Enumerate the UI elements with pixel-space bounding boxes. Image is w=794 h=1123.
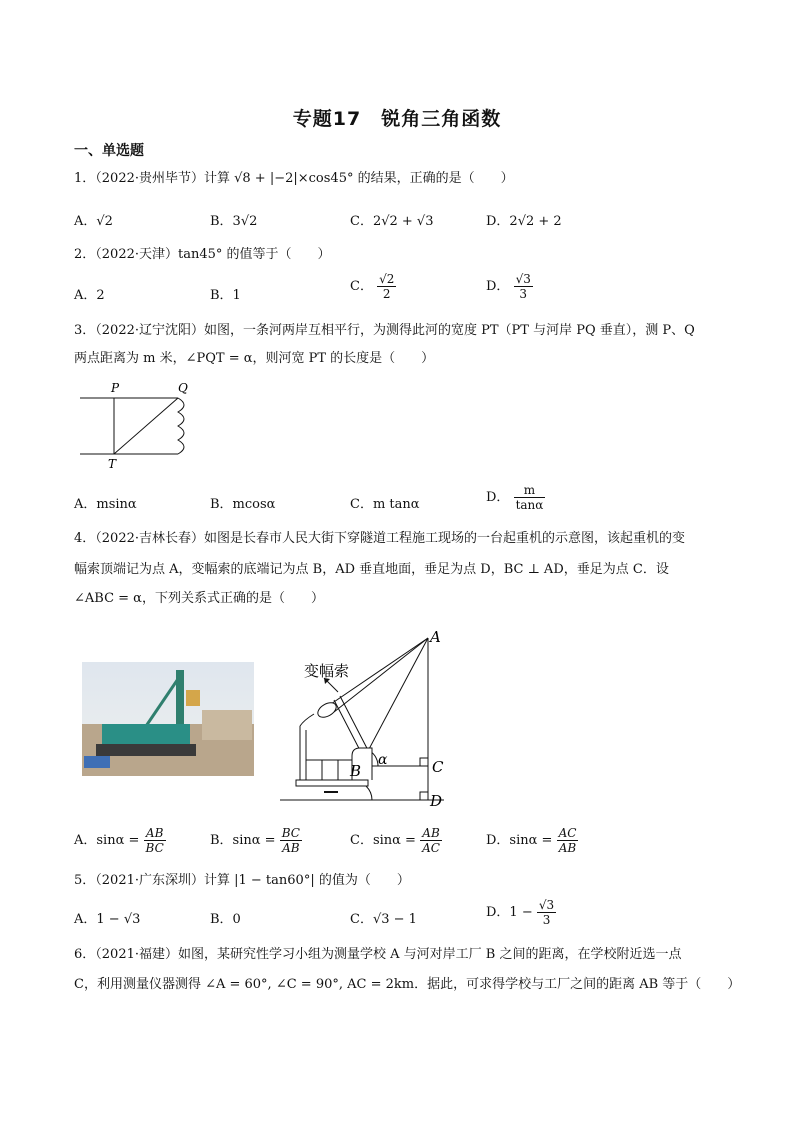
q3-option-c[interactable]: C．m tanα [350,497,420,512]
question-4-line-1: 4．（2022·吉林长春）如图是长春市人民大街下穿隧道工程施工现场的一台起重机的示意图，该起重机的变 [74,531,685,546]
right-angle-c [420,758,428,766]
q3-option-d-label: D． [486,490,510,505]
photo-building [202,710,252,740]
q3-option-d[interactable] [486,483,545,512]
point-t-label: T [108,457,117,471]
q2-option-b[interactable]: B．1 [210,288,241,303]
q1-option-c[interactable]: C．2√2 + √3 [350,214,434,229]
q4-option-d-label: D．sinα = [486,833,553,848]
question-6-line-1: 6．（2021·福建）如图，某研究性学习小组为测量学校 A 与河对岸工厂 B 之间的距离，在学校附近选一点 [74,947,682,962]
q4-option-a[interactable] [74,826,166,855]
q2-option-d[interactable] [486,272,533,301]
crane-diagram [276,626,466,810]
crane-base [296,780,368,786]
question-1-stem: 1．（2022·贵州毕节）计算 √8 + |−2|×cos45° 的结果，正确的是（ ） [74,171,514,186]
q4-option-b[interactable] [210,826,302,855]
numerator: AB [420,826,442,841]
crane-photo [82,662,254,776]
numerator: √2 [379,272,395,286]
q2-option-d-fraction [514,272,533,301]
question-3-line-2: 两点距离为 m 米，∠PQT = α，则河宽 PT 的长度是（ ） [74,351,435,366]
numerator: √3 [515,272,531,286]
q4-option-b-fraction [280,826,302,855]
q4-option-b-label: B．sinα = [210,833,276,848]
numerator: √3 [538,898,555,912]
question-4-line-2: 幅索顶端记为点 A，变幅索的底端记为点 B，AD 垂直地面，垂足为点 D，BC ⊥ AD，垂足为点 C．设 [74,562,669,577]
q4-option-a-label: A．sinα = [74,833,140,848]
photo-sign [84,756,110,768]
denominator: AB [282,841,300,855]
photo-body [102,724,190,746]
q4-option-d-fraction [557,826,579,855]
numerator: AB [144,826,166,841]
q3-option-a[interactable]: A．msinα [74,497,137,512]
denominator: 3 [542,913,551,927]
numerator: BC [281,826,300,840]
q4-option-c-fraction [420,826,442,855]
q2-option-c-fraction [377,272,396,301]
photo-tracks [96,744,196,756]
q1-option-a[interactable]: A．√2 [74,214,113,229]
mast-lines [300,726,306,782]
right-angle-d [420,792,428,800]
q1-option-b[interactable]: B．3√2 [210,214,258,229]
q5-option-a[interactable]: A．1 − √3 [74,912,141,927]
page-title: 专题17 锐角三角函数 [292,108,502,130]
denominator: BC [145,841,164,855]
crane-cab [306,760,352,780]
photo-winch [186,690,200,706]
q5-option-d[interactable] [486,898,556,927]
question-2-stem: 2．（2022·天津）tan45° 的值等于（ ） [74,247,331,262]
numerator: m [514,483,546,498]
q1-option-d[interactable]: D．2√2 + 2 [486,214,562,229]
point-p-label: P [111,381,120,395]
segment-ab [360,638,428,766]
q5-option-c[interactable]: C．√3 − 1 [350,912,417,927]
question-4-line-3: ∠ABC = α，下列关系式正确的是（ ） [74,591,324,606]
point-b-label: B [350,762,362,780]
denominator: 2 [382,287,391,301]
mast-top [300,714,314,726]
q3-option-d-fraction [514,483,546,512]
q4-option-a-fraction [144,826,166,855]
denominator: 3 [519,287,528,301]
q2-option-c[interactable] [350,272,396,301]
q2-option-c-label: C． [350,279,373,294]
denominator: AB [558,841,577,855]
section-heading: 一、单选题 [74,143,144,159]
river-edge [178,398,184,454]
base-curve [366,786,372,800]
luffing-cable-label: 变幅索 [304,662,350,680]
numerator: AC [558,826,577,840]
point-c-label: C [432,758,444,776]
q5-option-d-label: D．1 − [486,905,533,920]
segment-qt [114,398,178,454]
point-d-label: D [430,792,443,810]
denominator: AC [422,841,440,855]
q4-option-c-label: C．sinα = [350,833,416,848]
denominator: tanα [515,498,544,512]
q2-option-a[interactable]: A．2 [74,288,105,303]
q2-option-d-label: D． [486,279,510,294]
q4-option-c[interactable] [350,826,442,855]
river-width-figure [78,374,218,474]
question-5-stem: 5．（2021·广东深圳）计算 |1 − tan60°| 的值为（ ） [74,873,410,888]
q5-option-d-fraction [537,898,556,927]
question-6-line-2: C，利用测量仪器测得 ∠A = 60°, ∠C = 90°, AC = 2km．据此，可求得学校与工厂之间的距离 AB 等于（ ） [74,977,741,992]
q4-option-d[interactable] [486,826,578,855]
q5-option-b[interactable]: B．0 [210,912,241,927]
angle-alpha-label: α [378,752,388,768]
q3-option-b[interactable]: B．mcosα [210,497,276,512]
point-q-label: Q [178,381,188,395]
point-a-label: A [430,628,441,646]
question-3-line-1: 3．（2022·辽宁沈阳）如图，一条河两岸互相平行，为测得此河的宽度 PT（PT 与河岸 PQ 垂直），测 P、Q [74,323,695,338]
